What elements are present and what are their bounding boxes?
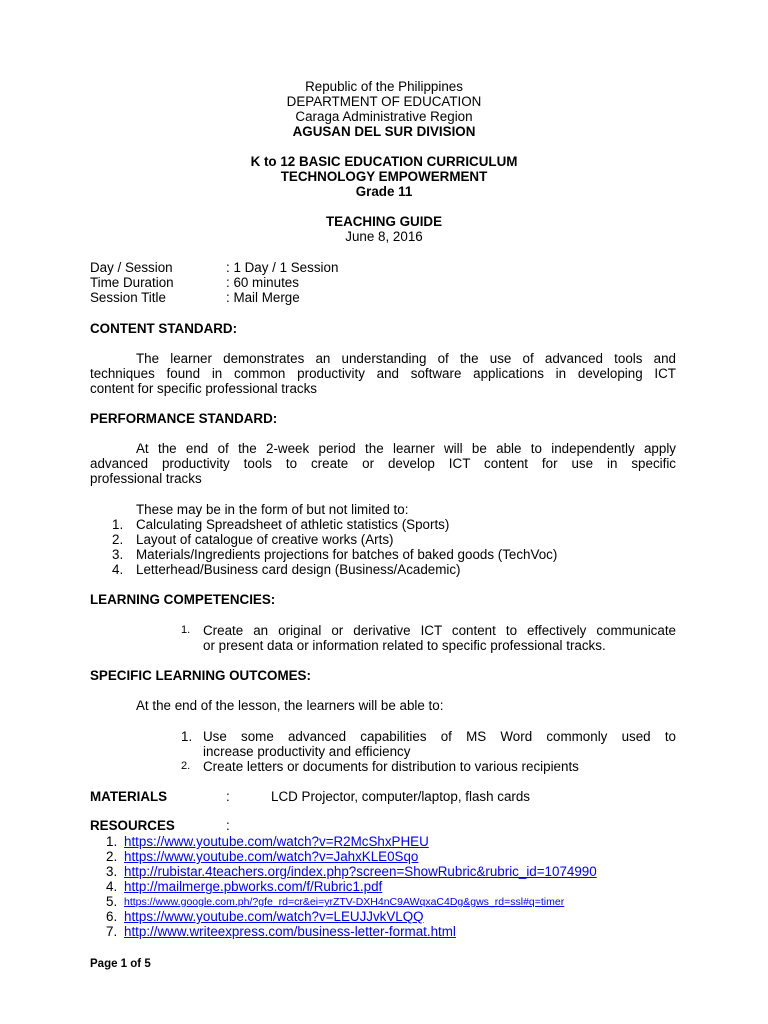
resource-num: 2. [106, 849, 118, 864]
materials-value: LCD Projector, computer/laptop, flash cards [271, 789, 531, 804]
performance-item-text: Calculating Spreadsheet of athletic statistics (Sports) [136, 517, 450, 532]
header-republic: Republic of the Philippines [305, 79, 463, 94]
performance-item-text: Layout of catalogue of creative works (Arts) [136, 532, 394, 547]
performance-item-text: Materials/Ingredients projections for batches of baked goods (TechVoc) [136, 547, 558, 562]
resource-num: 7. [106, 924, 118, 939]
resources-label: RESOURCES [90, 818, 175, 833]
guide-title: TEACHING GUIDE [325, 214, 443, 229]
resource-num: 1. [106, 834, 118, 849]
resource-num: 6. [106, 909, 118, 924]
resource-link[interactable]: https://www.youtube.com/watch?v=LEUJJvkVLQQ [124, 909, 424, 924]
resource-num: 5. [106, 894, 118, 909]
resource-link[interactable]: http://rubistar.4teachers.org/index.php?screen=ShowRubric&rubric_id=1074990 [124, 864, 597, 879]
session-label-day: Day / Session [90, 260, 173, 275]
resources-colon: : [226, 818, 230, 833]
guide-date: June 8, 2016 [345, 229, 423, 244]
performance-item-num: 4. [112, 562, 124, 577]
session-label-title: Session Title [90, 290, 166, 305]
header-division: AGUSAN DEL SUR DIVISION [292, 124, 476, 139]
content-standard-heading: CONTENT STANDARD: [90, 321, 238, 336]
materials-colon: : [226, 789, 230, 804]
performance-standard-heading: PERFORMANCE STANDARD: [90, 411, 278, 426]
performance-standard-line3: professional tracks [90, 471, 202, 486]
header-department: DEPARTMENT OF EDUCATION [286, 94, 482, 109]
performance-item-num: 2. [112, 532, 124, 547]
session-value-duration: : 60 minutes [226, 275, 299, 290]
performance-standard-line1: At the end of the 2-week period the learner will be able to independently apply [136, 441, 676, 456]
competency-line2: or present data or information related to specific professional tracks. [203, 638, 606, 653]
outcome-2-line1: Create letters or documents for distribution to various recipients [203, 759, 579, 774]
performance-item-text: Letterhead/Business card design (Business/Academic) [136, 562, 461, 577]
content-standard-line1: The learner demonstrates an understanding of the use of advanced tools and [136, 351, 676, 366]
content-standard-line3: content for specific professional tracks [90, 381, 318, 396]
resource-link[interactable]: http://mailmerge.pbworks.com/f/Rubric1.pdf [124, 879, 383, 894]
performance-standard-line2: advanced productivity tools to create or develop ICT content for use in specific [90, 456, 676, 471]
curriculum-title: K to 12 BASIC EDUCATION CURRICULUM [250, 154, 518, 169]
resource-link[interactable]: https://www.youtube.com/watch?v=R2McShxPHEU [124, 834, 429, 849]
performance-forms-intro: These may be in the form of but not limited to: [136, 502, 409, 517]
grade-title: Grade 11 [355, 184, 413, 199]
resource-link[interactable]: http://www.writeexpress.com/business-letter-format.html [124, 924, 456, 939]
resource-link[interactable]: https://www.youtube.com/watch?v=JahxKLE0Sqo [124, 849, 419, 864]
session-value-title: : Mail Merge [226, 290, 300, 305]
competency-num: 1. [181, 624, 191, 636]
resource-num: 3. [106, 864, 118, 879]
resource-num: 4. [106, 879, 118, 894]
performance-item-num: 1. [112, 517, 124, 532]
subject-title: TECHNOLOGY EMPOWERMENT [280, 169, 488, 184]
outcomes-heading: SPECIFIC LEARNING OUTCOMES: [90, 668, 311, 683]
outcome-1-line1: Use some advanced capabilities of MS Word commonly used to [203, 729, 676, 744]
competency-line1: Create an original or derivative ICT content to effectively communicate [203, 623, 676, 638]
outcome-num: 2. [181, 760, 191, 772]
session-value-day: : 1 Day / 1 Session [226, 260, 339, 275]
performance-item-num: 3. [112, 547, 124, 562]
session-label-duration: Time Duration [90, 275, 174, 290]
outcome-1-line2: increase productivity and efficiency [203, 744, 411, 759]
page-number: Page 1 of 5 [90, 958, 151, 970]
outcome-num: 1. [181, 729, 193, 744]
outcomes-intro: At the end of the lesson, the learners will be able to: [136, 698, 444, 713]
content-standard-line2: techniques found in common productivity and software applications in developing ICT [90, 366, 676, 381]
materials-label: MATERIALS [90, 789, 168, 804]
resource-link[interactable]: https://www.google.com.ph/?gfe_rd=cr&ei=yrZTV-DXH4nC9AWqxaC4Dg&gws_rd=ssl#q=timer [124, 896, 565, 908]
learning-competencies-heading: LEARNING COMPETENCIES: [90, 592, 276, 607]
header-region: Caraga Administrative Region [295, 109, 473, 124]
